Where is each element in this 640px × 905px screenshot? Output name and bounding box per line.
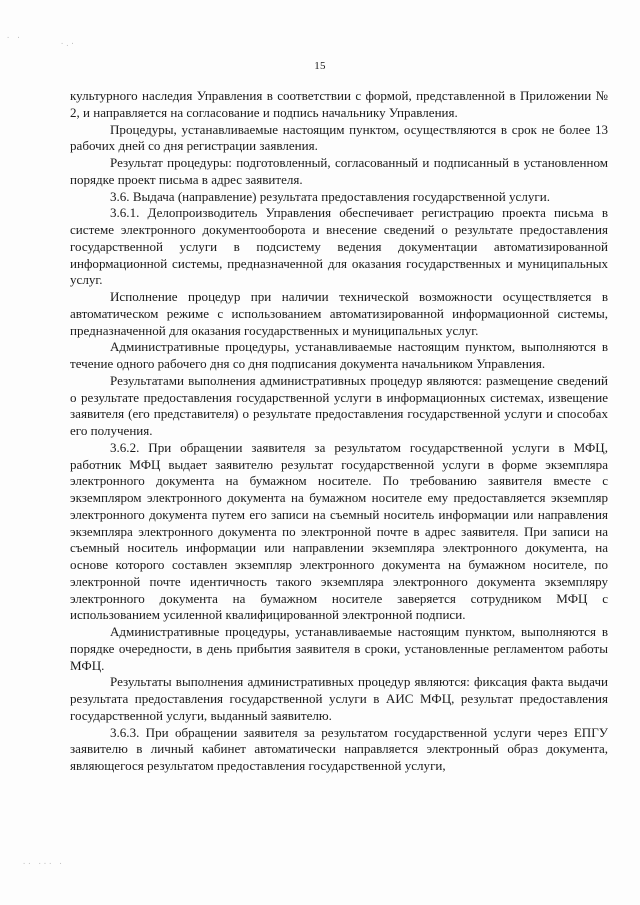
scan-artifact: · · bbox=[6, 34, 22, 42]
paragraph: Процедуры, устанавливаемые настоящим пунктом, осуществляются в срок не более 13 рабочих дней со дня регистрации заявления. bbox=[70, 121, 608, 154]
paragraph: культурного наследия Управления в соответствии с формой, представленной в Приложении № 2, и направляется на согласование и подпись начальнику Управления. bbox=[70, 88, 608, 120]
scan-artifact: ·· ··· · bbox=[22, 860, 64, 868]
scan-artifact: ·.· bbox=[60, 40, 76, 48]
paragraph: Результат процедуры: подготовленный, согласованный и подписанный в установленном порядке проект письма в адрес заявителя. bbox=[70, 155, 608, 187]
page-number: 15 bbox=[314, 60, 326, 72]
section-heading: 3.6. Выдача (направление) результата предоставления государственной услуги. bbox=[110, 188, 550, 204]
paragraph: 3.6.2. При обращении заявителя за результатом государственной услуги в МФЦ, работник МФЦ выдает заявителю результат государственной услуги в форме экземпляра электронного документа на бумажном носителе. По требованию заявителя вместе с экземпляром электронного документа на бумажном носителе ему предоставляется экземпляр электронного документа путем его записи на съемный носитель информации или направления экземпляра электронного документа по электронной почте в адрес заявителя. При записи на съемный носитель информации или направлении экземпляра электронного документа, на основе которого составлен экземпляр электронного документа на бумажном носителе, по электронной почте идентичность такого экземпляра электронного документа экземпляру электронного документа на бумажном носителе заверяется сотрудником МФЦ с использованием усиленной квалифицированной электронной подписи. bbox=[70, 439, 608, 623]
paragraph: Результатами выполнения административных процедур являются: размещение сведений о результате предоставления государственной услуги в информационных системах, извещение заявителя (его представителя) о результате предоставления государственной услуги и способах его получения. bbox=[70, 372, 608, 438]
document-body bbox=[70, 88, 608, 775]
paragraph: Административные процедуры, устанавливаемые настоящим пунктом, выполняются в порядке очередности, в день прибытия заявителя в сроки, установленные регламентом работы МФЦ. bbox=[70, 624, 608, 673]
paragraph: 3.6.1. Делопроизводитель Управления обеспечивает регистрацию проекта письма в системе электронного документооборота и внесение сведений о результате предоставления государственной услуги в подсистему ведения документации автоматизированной информационной системы, предназначенной для оказания государственных и муниципальных услуг. bbox=[70, 205, 608, 288]
paragraph: Административные процедуры, устанавливаемые настоящим пунктом, выполняются в течение одного рабочего дня со дня подписания документа начальником Управления. bbox=[70, 339, 608, 371]
paragraph: 3.6.3. При обращении заявителя за результатом государственной услуги через ЕПГУ заявителю в личный кабинет автоматически направляется электронный образ документа, являющегося результатом предоставления государственной услуги, bbox=[70, 724, 608, 773]
paragraph: Результаты выполнения административных процедур являются: фиксация факта выдачи результата предоставления государственной услуги в АИС МФЦ, результат предоставления государственной услуги, выданный заявителю. bbox=[70, 674, 608, 723]
paragraph: Исполнение процедур при наличии технической возможности осуществляется в автоматическом режиме с использованием автоматизированной информационной системы, предназначенной для оказания государственных и муниципальных услуг. bbox=[70, 289, 608, 338]
